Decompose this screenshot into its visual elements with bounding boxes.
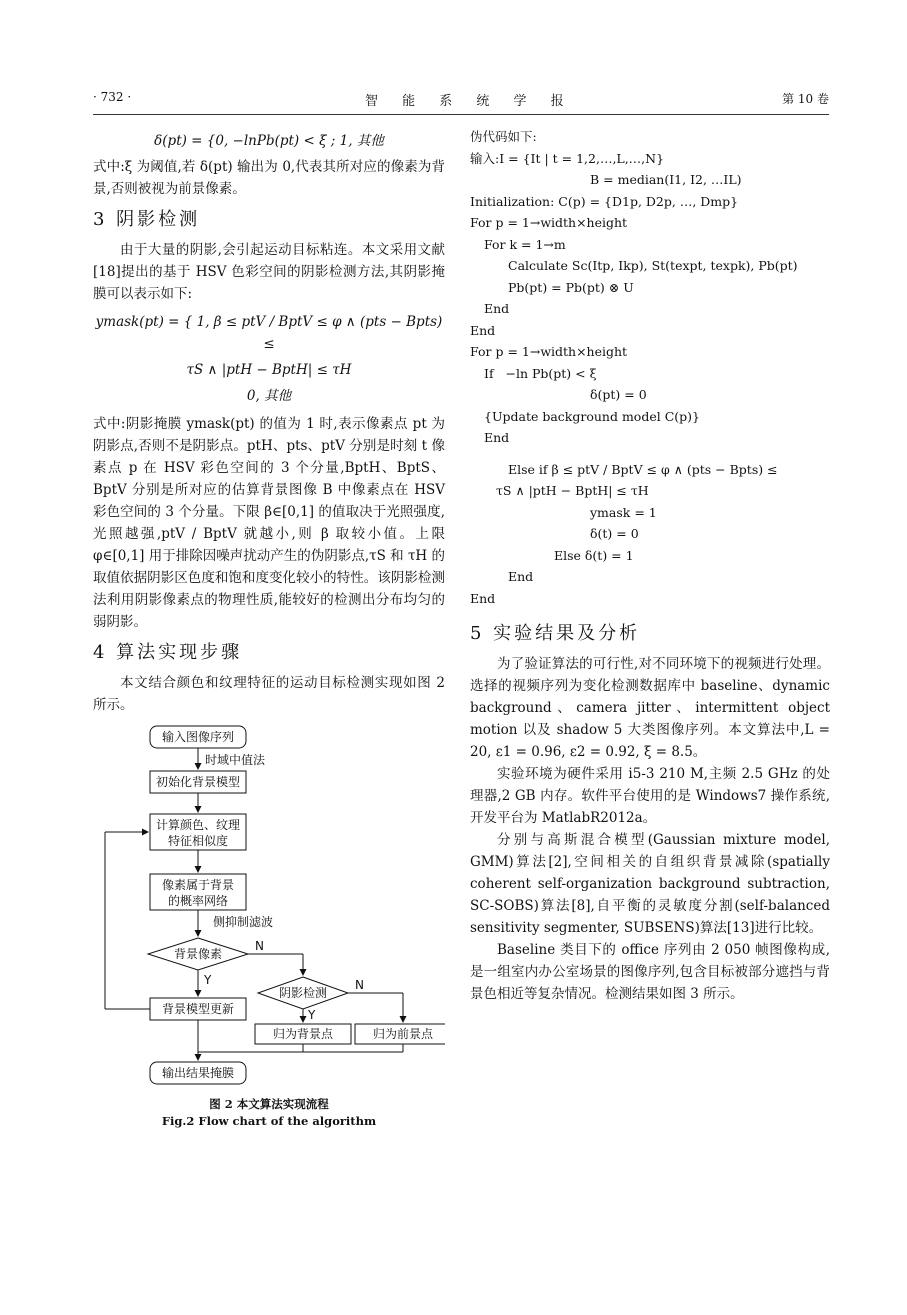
page-header <box>0 0 907 118</box>
code-line: End <box>470 322 496 338</box>
code-line: If −ln Pb(pt) < ξ <box>484 365 597 381</box>
code-line: δ(pt) = 0 <box>590 387 647 402</box>
code-line: For p = 1→width×height <box>470 215 628 230</box>
caption-en: Fig.2 Flow chart of the algorithm <box>161 1114 377 1128</box>
equation-delta: δ(pt) = {0, −lnPb(pt) < ξ ; 1, 其他 <box>154 133 384 149</box>
right-column <box>470 126 830 1005</box>
code-line: For k = 1→m <box>484 236 566 252</box>
flow-isbg-label: 背景像素 <box>173 947 223 961</box>
flow-prob-label-1: 像素属于背景 <box>161 878 235 892</box>
equation-line: ymask(pt) = { 1, β ≤ ptV / BptV ≤ φ ∧ (pts − Bpts) ≤ <box>95 314 443 352</box>
flow-chart <box>93 720 445 1090</box>
flow-input-label: 输入图像序列 <box>161 730 235 744</box>
paragraph: 实验环境为硬件采用 i5-3 210 M,主频 2.5 GHz 的处理器,2 GB 内存。软件平台使用的是 Windows7 操作系统,开发平台为 MatlabR2012a。 <box>470 766 830 826</box>
flow-inhibit-label: 侧抑制滤波 <box>213 915 274 929</box>
paragraph: Baseline 类目下的 office 序列由 2 050 帧图像构成,是一组室内办公室场景的图像序列,包含目标被部分遮挡与背景色相近等复杂情况。检测结果如图 3 所示。 <box>470 942 830 1002</box>
page-number: · 732 · <box>93 90 132 104</box>
volume-label: 第 10 卷 <box>782 92 829 106</box>
equation-ymask <box>93 311 445 407</box>
flow-prob-label-2: 的概率网络 <box>167 894 229 908</box>
flow-yes-label: Y <box>204 973 212 987</box>
paragraph: 本文结合颜色和纹理特征的运动目标检测实现如图 2 所示。 <box>93 675 445 713</box>
header-rule <box>93 114 829 115</box>
flow-yes-label: Y <box>308 1008 316 1022</box>
flow-no-label: N <box>255 939 264 953</box>
code-line: End <box>470 590 496 606</box>
journal-name: 智 能 系 统 学 报 <box>365 94 574 109</box>
paragraph: 分别与高斯混合模型(Gaussian mixture model, GMM)算法[2],空间相关的自组织背景减除(spatially coherent self-organization background subtraction, SC-SOBS)算法[8],自平衡的灵敏度分割(self-balanced sensitivity segmenter, SUBSENS)算法[13]进行比较。 <box>470 832 830 936</box>
flow-update-label: 背景模型更新 <box>161 1002 235 1016</box>
equation-line: 0, 其他 <box>246 388 292 404</box>
flow-init-label: 初始化背景模型 <box>155 775 241 789</box>
flow-shadow-label: 阴影检测 <box>278 986 328 1000</box>
code-line: End <box>484 301 510 316</box>
caption-cn: 图 2 本文算法实现流程 <box>209 1097 329 1111</box>
code-line: End <box>508 569 534 584</box>
code-line: End <box>484 430 510 445</box>
code-line: Pb(pt) = Pb(pt) ⊗ U <box>508 279 634 295</box>
flow-compute-label-2: 特征相似度 <box>167 834 229 848</box>
section-heading-4: 4 算法实现步骤 <box>93 642 243 663</box>
section-heading-3: 3 阴影检测 <box>93 209 201 230</box>
pseudocode-block <box>470 126 830 609</box>
code-line: B = median(I1, I2, …IL) <box>590 172 742 187</box>
code-line: τS ∧ |ptH − BptH| ≤ τH <box>496 483 649 498</box>
paragraph: 为了验证算法的可行性,对不同环境下的视频进行处理。选择的视频序列为变化检测数据库中 baseline、dynamic background、camera jitter、intermittent object motion 以及 shadow 5 大类图像序列。本文算法中,L = 20, ε1 = 0.96, ε2 = 0.92, ξ = 8.5。 <box>470 656 830 760</box>
figure-caption <box>93 1096 445 1130</box>
code-line: Else δ(t) = 1 <box>554 547 634 563</box>
code-line: δ(t) = 0 <box>590 526 639 541</box>
equation-line: τS ∧ |ptH − BptH| ≤ τH <box>186 362 352 378</box>
flow-tofg-label: 归为前景点 <box>372 1027 434 1041</box>
code-line: 输入:I = {It | t = 1,2,…,L,…,N} <box>470 150 665 166</box>
flow-compute-label-1: 计算颜色、纹理 <box>155 818 241 832</box>
paragraph: 由于大量的阴影,会引起运动目标粘连。本文采用文献[18]提出的基于 HSV 色彩空间的阴影检测方法,其阴影掩膜可以表示如下: <box>93 242 445 302</box>
code-line: Initialization: C(p) = {D1p, D2p, …, Dmp} <box>470 193 739 209</box>
code-line: Calculate Sc(Itp, Ikp), St(texpt, texpk), Pb(pt) <box>508 258 798 273</box>
flow-tobg-label: 归为背景点 <box>272 1027 334 1041</box>
flow-no-label: N <box>355 978 364 992</box>
paragraph: 式中:阴影掩膜 ymask(pt) 的值为 1 时,表示像素点 pt 为阴影点,否则不是阴影点。ptH、pts、ptV 分别是时刻 t 像素点 p 在 HSV 彩色空间的 3 个分量,BptH、BptS、BptV 分别是所对应的估算背景图像 B 中像素点在 HSV 彩色空间的 3 个分量。下限 β∈[0,1] 的值取决于光照强度,光照越强,ptV / BptV 就越小,则 β 取较小值。上限 φ∈[0,1] 用于排除因噪声扰动产生的伪阴影点,τS 和 τH 的取值依据阴影区色度和饱和度变化较小的特性。该阴影检测法利用阴影像素点的物理性质,能较好的检测出分布均匀的弱阴影。 <box>93 416 445 630</box>
flow-output-label: 输出结果掩膜 <box>161 1066 235 1080</box>
section-heading-5: 5 实验结果及分析 <box>470 623 641 644</box>
code-line: ymask = 1 <box>590 504 657 520</box>
left-column <box>93 126 445 1130</box>
code-line: {Update background model C(p)} <box>484 408 700 424</box>
code-line: 伪代码如下: <box>470 129 537 144</box>
code-line: For p = 1→width×height <box>470 344 628 359</box>
paragraph: 式中:ξ 为阈值,若 δ(pt) 输出为 0,代表其所对应的像素为背景,否则被视为前景像素。 <box>93 159 445 197</box>
code-line: Else if β ≤ ptV / BptV ≤ φ ∧ (pts − Bpts) ≤ <box>508 461 778 477</box>
flow-median-label: 时域中值法 <box>205 753 266 767</box>
